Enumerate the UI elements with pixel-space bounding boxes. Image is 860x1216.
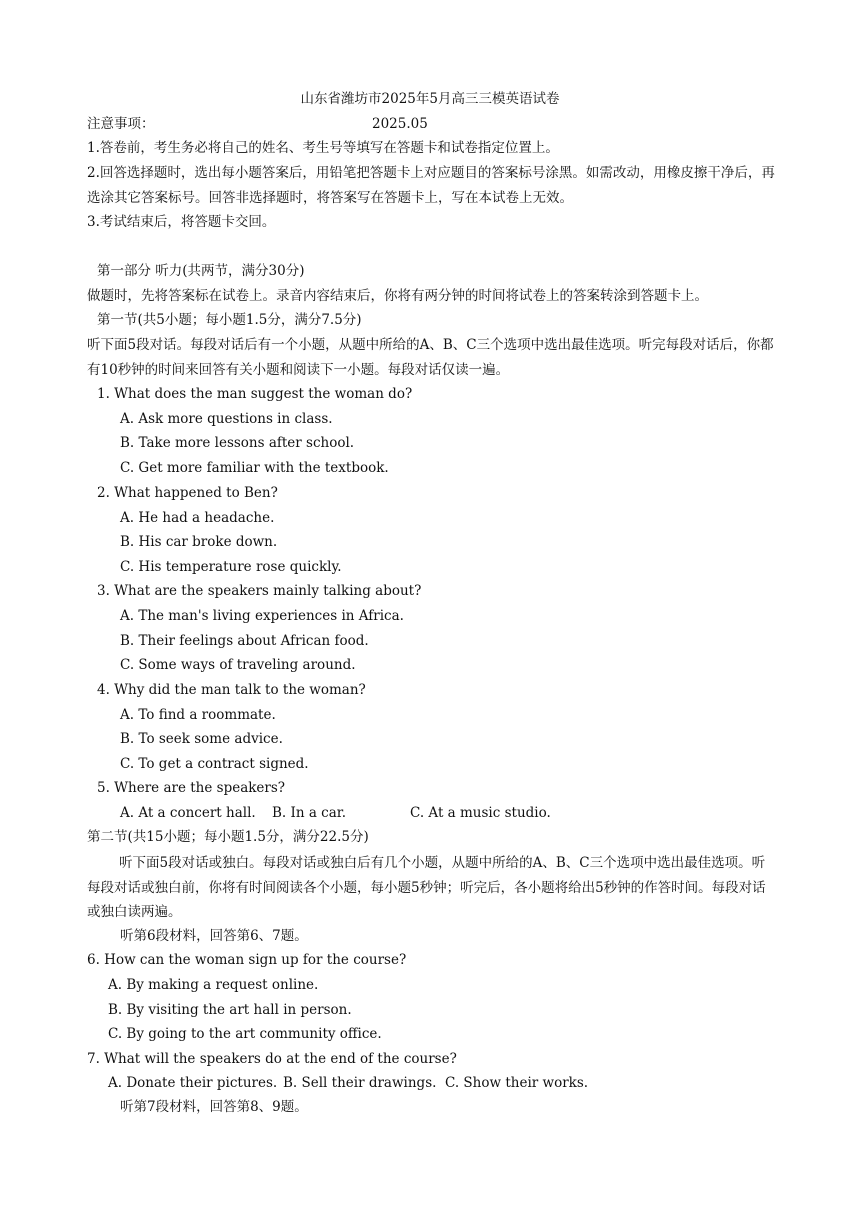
section1-heading: 第一节(共5小题；每小题1.5分，满分7.5分) [97,312,362,328]
q3-option-a: A. The man's living experiences in Africa. [120,608,404,624]
part1-heading: 第一部分 听力(共两节，满分30分) [97,263,305,279]
exam-title: 山东省潍坊市2025年5月高三三模英语试卷 [300,91,560,107]
q2-option-c: C. His temperature rose quickly. [120,559,342,575]
q1-option-c: C. Get more familiar with the textbook. [120,460,389,476]
q4-option-c: C. To get a contract signed. [120,756,309,772]
q2-option-a: A. He had a headache. [120,510,275,526]
q6-option-a: A. By making a request online. [108,977,319,993]
q4-option-a: A. To find a roommate. [120,707,276,723]
question-6: 6. How can the woman sign up for the course? [87,952,407,968]
q3-option-b: B. Their feelings about African food. [120,633,369,649]
question-4: 4. Why did the man talk to the woman? [97,682,366,698]
q1-option-b: B. Take more lessons after school. [120,435,355,451]
q6-option-c: C. By going to the art community office. [108,1026,382,1042]
section1-instruction: 听下面5段对话。每段对话后有一个小题，从题中所给的A、B、C三个选项中选出最佳选项。听完每段对话后，你都有10秒钟的时间来回答有关小题和阅读下一小题。每段对话仅读一遍。 [87,337,774,378]
q5-option-a: A. At a concert hall. [120,805,256,821]
question-7: 7. What will the speakers do at the end of the course? [87,1051,457,1067]
exam-date: 2025.05 [372,116,428,132]
q5-option-c: C. At a music studio. [410,805,551,821]
notice-1: 1.答卷前，考生务必将自己的姓名、考生号等填写在答题卡和试卷指定位置上。 [87,140,559,156]
question-5: 5. Where are the speakers? [97,780,286,796]
q2-option-b: B. His car broke down. [120,534,278,550]
q7-option-c: C. Show their works. [445,1075,589,1091]
q4-option-b: B. To seek some advice. [120,731,283,747]
question-1: 1. What does the man suggest the woman do? [97,386,413,402]
material-6-note: 听第6段材料，回答第6、7题。 [120,928,308,944]
q3-option-c: C. Some ways of traveling around. [120,657,356,673]
notice-3: 3.考试结束后，将答题卡交回。 [87,214,276,230]
q5-option-b: B. In a car. [272,805,347,821]
section2-heading: 第二节(共15小题；每小题1.5分，满分22.5分) [87,829,369,845]
question-3: 3. What are the speakers mainly talking about? [97,583,422,599]
notice-2: 2.回答选择题时，选出每小题答案后，用铅笔把答题卡上对应题目的答案标号涂黑。如需改动，用橡皮擦干净后，再选涂其它答案标号。回答非选择题时，将答案写在答题卡上，写在本试卷上无效。 [87,165,775,206]
section2-instruction: 听下面5段对话或独白。每段对话或独白后有几个小题，从题中所给的A、B、C三个选项中选出最佳选项。听每段对话或独白前，你将有时间阅读各个小题，每小题5秒钟；听完后，各小题将给出5秒钟的作答时间。每段对话或独白读两遍。 [87,855,766,921]
material-7-note: 听第7段材料，回答第8、9题。 [120,1099,308,1115]
q7-option-b: B. Sell their drawings. [283,1075,437,1091]
part1-instruction: 做题时，先将答案标在试卷上。录音内容结束后，你将有两分钟的时间将试卷上的答案转涂到答题卡上。 [87,288,708,304]
q7-option-a: A. Donate their pictures. [108,1075,278,1091]
question-2: 2. What happened to Ben? [97,485,278,501]
q6-option-b: B. By visiting the art hall in person. [108,1002,352,1018]
q1-option-a: A. Ask more questions in class. [120,411,333,427]
notice-label: 注意事项： [87,116,155,132]
